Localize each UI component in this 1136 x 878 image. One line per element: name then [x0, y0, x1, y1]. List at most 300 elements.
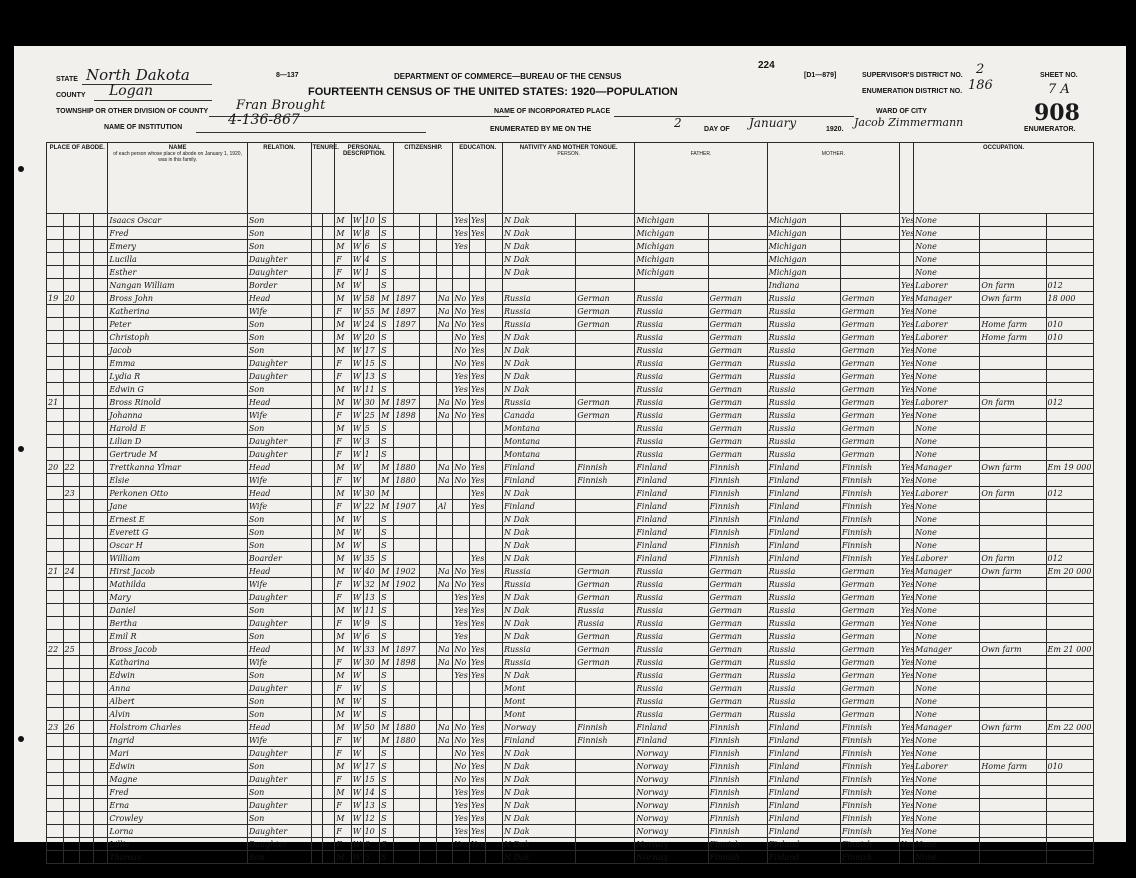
cell-mother-tongue-mother: German [840, 331, 899, 344]
table-row [47, 214, 1094, 227]
cell-industry [980, 539, 1046, 552]
cell-tenure-mortgage [323, 435, 335, 448]
cell-occupation: None [914, 799, 980, 812]
cell-visit-b [94, 331, 108, 344]
cell-naturalization [436, 760, 453, 773]
cell-tenure-mortgage [323, 552, 335, 565]
cell-year-naturalized [420, 487, 437, 500]
cell-naturalization: Na [436, 461, 453, 474]
cell-write [486, 214, 503, 227]
cell-person-name: Emery [108, 240, 247, 253]
cell-father-tongue: German [708, 682, 767, 695]
cell-person-name: Emma [108, 357, 247, 370]
cell-sex: F [335, 747, 352, 760]
cell-age [363, 669, 380, 682]
cell-sex: F [335, 838, 352, 851]
cell-age: 30 [363, 487, 380, 500]
cell-father-tongue [708, 266, 767, 279]
cell-mother-tongue-mother: German [840, 409, 899, 422]
cell-sex: F [335, 617, 352, 630]
cell-visit-a [80, 396, 94, 409]
cell-year-naturalized [420, 565, 437, 578]
cell-mother-birthplace: Finland [767, 526, 840, 539]
cell-mother-tongue [576, 422, 635, 435]
cell-speaks-english: Yes [900, 358, 915, 368]
cell-marital: S [380, 760, 394, 773]
cell-father-birthplace: Russia [635, 656, 708, 669]
cell-relation: Wife [247, 305, 311, 318]
table-row [47, 266, 1094, 279]
cell-birthplace: N Dak [503, 669, 576, 682]
cell-tenure-own [311, 292, 323, 305]
cell-person-name: Isaacs Oscar [108, 214, 247, 227]
cell-mother-tongue-mother: German [840, 656, 899, 669]
cell-age: 12 [363, 812, 380, 825]
cell-year-immigration [394, 227, 420, 240]
cell-father-birthplace: Russia [635, 617, 708, 630]
cell-mother-tongue: German [576, 578, 635, 591]
cell-relation: Daughter [247, 773, 311, 786]
cell-birthplace: N Dak [503, 825, 576, 838]
cell-father-birthplace: Finland [635, 734, 708, 747]
cell-person-name: Emil R [108, 630, 247, 643]
cell-naturalization: Na [436, 656, 453, 669]
cell-person-name: Edwin [108, 760, 247, 773]
cell-relation: Son [247, 539, 311, 552]
cell-birthplace: N Dak [503, 760, 576, 773]
township-value: Fran Brought [236, 98, 326, 113]
cell-year-naturalized [420, 812, 437, 825]
cell-year-naturalized [420, 279, 437, 292]
cell-speaks-english: Yes [900, 306, 915, 316]
cell-read-write: Yes [470, 397, 485, 407]
cell-marital: S [380, 682, 394, 695]
cell-visit-a [80, 721, 94, 734]
cell-father-birthplace: Russia [635, 331, 708, 344]
cell-sex: M [335, 643, 352, 656]
cell-industry [980, 266, 1046, 279]
cell-read-write [469, 708, 486, 721]
table-row [47, 773, 1094, 786]
cell-visit-a [80, 331, 94, 344]
cell-speaks-english [899, 266, 913, 279]
cell-age [363, 682, 380, 695]
cell-mother-tongue-mother: German [840, 396, 899, 409]
cell-year-immigration [394, 266, 420, 279]
cell-birthplace: N Dak [503, 630, 576, 643]
cell-occupation-code [1046, 526, 1094, 539]
cell-father-birthplace: Russia [635, 708, 708, 721]
cell-father-birthplace: Norway [635, 747, 708, 760]
cell-tenure-mortgage [323, 812, 335, 825]
cell-mother-tongue [576, 838, 635, 851]
cell-marital: M [380, 396, 394, 409]
cell-relation: Head [247, 292, 311, 305]
cell-sex: M [335, 240, 352, 253]
cell-family-no [63, 630, 80, 643]
census-title: FOURTEENTH CENSUS OF THE UNITED STATES: 1920—POPULATION [308, 86, 678, 98]
cell-person-name: Lucilla [108, 253, 247, 266]
cell-mother-tongue-mother: German [840, 630, 899, 643]
cell-occupation: Manager [914, 292, 980, 305]
cell-sex: M [335, 396, 352, 409]
cell-mother-tongue: German [576, 409, 635, 422]
cell-occupation: None [914, 539, 980, 552]
cell-father-tongue: Finnish [708, 721, 767, 734]
cell-race: W [351, 214, 363, 227]
cell-year-immigration [394, 851, 420, 864]
cell-tenure-mortgage [323, 487, 335, 500]
cell-visit-a [80, 734, 94, 747]
cell-mother-tongue [576, 448, 635, 461]
cell-father-tongue: German [708, 448, 767, 461]
cell-marital: S [380, 825, 394, 838]
table-row [47, 825, 1094, 838]
cell-visit-b [94, 799, 108, 812]
cell-dwelling-no [47, 435, 64, 448]
cell-year-naturalized [420, 760, 437, 773]
cell-occupation-code [1046, 240, 1094, 253]
cell-birthplace: Montana [503, 435, 576, 448]
sheet-label: SHEET NO. [1040, 72, 1078, 79]
cell-naturalization [436, 253, 453, 266]
cell-race: W [351, 786, 363, 799]
cell-birthplace: Russia [503, 305, 576, 318]
cell-tenure-mortgage [323, 734, 335, 747]
cell-marital: S [380, 786, 394, 799]
cell-naturalization [436, 383, 453, 396]
cell-person-name: Ingrid [108, 734, 247, 747]
cell-visit-b [94, 292, 108, 305]
cell-sex: F [335, 591, 352, 604]
cell-visit-a [80, 383, 94, 396]
cell-year-naturalized [420, 643, 437, 656]
cell-read-write [469, 240, 486, 253]
cell-sex: F [335, 656, 352, 669]
cell-relation: Head [247, 643, 311, 656]
township-label: TOWNSHIP OR OTHER DIVISION OF COUNTY [56, 108, 209, 115]
cell-mother-tongue-mother [840, 279, 899, 292]
cell-family-no [63, 578, 80, 591]
cell-speaks-english: Yes [900, 592, 915, 602]
cell-age: 5 [363, 422, 380, 435]
cell-industry [980, 773, 1046, 786]
cell-father-tongue [708, 279, 767, 292]
cell-occupation: None [914, 435, 980, 448]
cell-dwelling-no [47, 786, 64, 799]
cell-visit-b [94, 760, 108, 773]
cell-birthplace: Russia [503, 396, 576, 409]
cell-naturalization: Na [436, 721, 453, 734]
cell-father-birthplace: Russia [635, 682, 708, 695]
cell-occupation-code: 012 [1046, 279, 1094, 292]
cell-relation: Daughter [247, 266, 311, 279]
cell-naturalization [436, 240, 453, 253]
cell-family-no [63, 422, 80, 435]
cell-birthplace: N Dak [503, 331, 576, 344]
cell-occupation: Laborer [914, 279, 980, 292]
cell-age: 11 [363, 383, 380, 396]
cell-mother-birthplace: Finland [767, 500, 840, 513]
cell-occupation-code [1046, 669, 1094, 682]
cell-father-birthplace: Russia [635, 604, 708, 617]
cell-mother-birthplace: Russia [767, 643, 840, 656]
table-row [47, 292, 1094, 305]
cell-visit-a [80, 409, 94, 422]
cell-industry [980, 370, 1046, 383]
cell-occupation-code [1046, 656, 1094, 669]
cell-occupation: None [914, 851, 980, 864]
census-year: 1920. [826, 126, 844, 133]
cell-mother-tongue: German [576, 565, 635, 578]
cell-relation: Daughter [247, 682, 311, 695]
cell-industry: Own farm [980, 292, 1046, 305]
cell-visit-b [94, 227, 108, 240]
cell-occupation: None [914, 370, 980, 383]
cell-occupation-code [1046, 539, 1094, 552]
cell-father-tongue: German [708, 656, 767, 669]
ward-label: WARD OF CITY [876, 108, 927, 115]
cell-mother-birthplace: Finland [767, 461, 840, 474]
cell-race: W [351, 825, 363, 838]
col-name: NAME of each person whose place of abode on January 1, 1920, was in this family. [108, 143, 247, 214]
cell-person-name: Bertha [108, 617, 247, 630]
cell-person-name: Daniel [108, 604, 247, 617]
cell-tenure-mortgage [323, 721, 335, 734]
cell-birthplace: Montana [503, 422, 576, 435]
cell-visit-b [94, 461, 108, 474]
cell-speaks-english: Yes [900, 566, 915, 576]
table-row [47, 786, 1094, 799]
cell-speaks-english: Yes [900, 826, 915, 836]
cell-mother-tongue: German [576, 656, 635, 669]
cell-tenure-own [311, 799, 323, 812]
cell-write [486, 630, 503, 643]
cell-visit-b [94, 500, 108, 513]
cell-visit-a [80, 292, 94, 305]
cell-father-birthplace: Norway [635, 786, 708, 799]
cell-relation: Head [247, 721, 311, 734]
cell-year-naturalized [420, 292, 437, 305]
cell-relation: Daughter [247, 838, 311, 851]
table-row [47, 760, 1094, 773]
cell-visit-b [94, 383, 108, 396]
cell-marital: S [380, 279, 394, 292]
cell-tenure-own [311, 279, 323, 292]
cell-occupation: None [914, 227, 980, 240]
cell-tenure-mortgage [323, 318, 335, 331]
cell-write [486, 578, 503, 591]
cell-age: 8 [363, 227, 380, 240]
cell-mother-birthplace: Russia [767, 396, 840, 409]
cell-year-immigration [394, 630, 420, 643]
cell-person-name: Jacob [108, 344, 247, 357]
cell-dwelling-no [47, 656, 64, 669]
cell-speaks-english: Yes [900, 748, 915, 758]
cell-sex: F [335, 799, 352, 812]
cell-year-immigration [394, 383, 420, 396]
cell-relation: Son [247, 604, 311, 617]
enum-district-label: ENUMERATION DISTRICT NO. [862, 88, 963, 95]
cell-relation: Daughter [247, 747, 311, 760]
cell-family-no [63, 318, 80, 331]
cell-sex: F [335, 825, 352, 838]
cell-person-name: Harold E [108, 422, 247, 435]
cell-race: W [351, 513, 363, 526]
cell-dwelling-no [47, 799, 64, 812]
cell-year-naturalized [420, 266, 437, 279]
cell-relation: Son [247, 513, 311, 526]
cell-school: Yes [454, 215, 468, 225]
cell-family-no [63, 747, 80, 760]
cell-speaks-english: Yes [900, 488, 915, 498]
cell-father-birthplace: Michigan [635, 227, 708, 240]
cell-year-immigration [394, 591, 420, 604]
cell-visit-b [94, 396, 108, 409]
cell-occupation-code [1046, 448, 1094, 461]
cell-visit-b [94, 422, 108, 435]
cell-write [486, 825, 503, 838]
cell-mother-tongue-mother: Finnish [840, 500, 899, 513]
census-sheet [14, 46, 1126, 862]
cell-occupation: Laborer [914, 331, 980, 344]
cell-tenure-own [311, 383, 323, 396]
cell-industry [980, 838, 1046, 851]
cell-read-write: Yes [470, 384, 485, 394]
cell-mother-tongue [576, 253, 635, 266]
table-row [47, 422, 1094, 435]
stamp-code: 4-136-867 [228, 112, 300, 128]
cell-age [363, 461, 380, 474]
cell-visit-b [94, 513, 108, 526]
cell-visit-b [94, 565, 108, 578]
cell-school: No [453, 760, 470, 773]
cell-father-tongue: Finnish [708, 851, 767, 864]
cell-year-immigration: 1902 [394, 565, 420, 578]
col-citizenship: CITIZENSHIP. [394, 143, 453, 214]
cell-mother-tongue-mother: German [840, 708, 899, 721]
cell-mother-tongue [576, 760, 635, 773]
cell-relation: Daughter [247, 370, 311, 383]
cell-tenure-mortgage [323, 279, 335, 292]
cell-speaks-english [899, 539, 913, 552]
cell-write [486, 253, 503, 266]
cell-industry [980, 474, 1046, 487]
cell-dwelling-no [47, 734, 64, 747]
cell-person-name: Esther [108, 266, 247, 279]
cell-tenure-own [311, 227, 323, 240]
cell-industry: On farm [980, 279, 1046, 292]
cell-year-naturalized [420, 240, 437, 253]
cell-birthplace: N Dak [503, 591, 576, 604]
cell-mother-tongue [576, 812, 635, 825]
cell-occupation: Laborer [914, 318, 980, 331]
cell-age [363, 526, 380, 539]
cell-year-immigration [394, 825, 420, 838]
cell-industry [980, 435, 1046, 448]
cell-year-immigration [394, 435, 420, 448]
cell-read-write: Yes [470, 670, 485, 680]
cell-visit-b [94, 552, 108, 565]
cell-person-name: Elsie [108, 474, 247, 487]
cell-dwelling-no [47, 851, 64, 864]
cell-school [453, 682, 470, 695]
cell-mother-birthplace: Russia [767, 344, 840, 357]
cell-read-write: Yes [470, 592, 485, 602]
cell-naturalization [436, 435, 453, 448]
cell-visit-a [80, 344, 94, 357]
cell-speaks-english: Yes [900, 371, 915, 381]
cell-dwelling-no [47, 305, 64, 318]
cell-birthplace: Canada [503, 409, 576, 422]
cell-year-naturalized [420, 435, 437, 448]
cell-industry: On farm [980, 552, 1046, 565]
cell-industry [980, 617, 1046, 630]
cell-visit-a [80, 539, 94, 552]
cell-visit-a [80, 357, 94, 370]
cell-visit-a [80, 656, 94, 669]
cell-person-name: Jane [108, 500, 247, 513]
cell-mother-tongue-mother [840, 266, 899, 279]
cell-birthplace: Finland [503, 734, 576, 747]
cell-speaks-english [899, 526, 913, 539]
cell-year-immigration [394, 604, 420, 617]
cell-family-no [63, 526, 80, 539]
cell-speaks-english [899, 240, 913, 253]
cell-tenure-own [311, 721, 323, 734]
cell-read-write [469, 851, 486, 864]
cell-birthplace: N Dak [503, 266, 576, 279]
cell-write [486, 773, 503, 786]
cell-age [363, 708, 380, 721]
cell-age: 15 [363, 773, 380, 786]
cell-year-immigration [394, 370, 420, 383]
cell-mother-tongue-mother: Finnish [840, 773, 899, 786]
cell-race: W [351, 747, 363, 760]
cell-year-immigration: 1897 [394, 643, 420, 656]
cell-dwelling-no [47, 344, 64, 357]
cell-relation: Son [247, 812, 311, 825]
cell-speaks-english [899, 630, 913, 643]
cell-visit-a [80, 526, 94, 539]
incorporated-place-label: NAME OF INCORPORATED PLACE [494, 108, 611, 115]
cell-person-name: Katherina [108, 305, 247, 318]
cell-read-write: Yes [470, 735, 485, 745]
cell-occupation-code: 012 [1046, 396, 1094, 409]
cell-family-no [63, 500, 80, 513]
cell-occupation-code [1046, 383, 1094, 396]
cell-relation: Head [247, 396, 311, 409]
cell-family-no [63, 513, 80, 526]
cell-birthplace: N Dak [503, 539, 576, 552]
cell-occupation: None [914, 591, 980, 604]
cell-mother-tongue: Russia [576, 604, 635, 617]
cell-year-immigration [394, 487, 420, 500]
cell-father-birthplace: Finland [635, 487, 708, 500]
cell-birthplace: Mont [503, 708, 576, 721]
cell-read-write: Yes [470, 371, 485, 381]
cell-occupation: Laborer [914, 760, 980, 773]
cell-tenure-mortgage [323, 825, 335, 838]
cell-race: W [351, 487, 363, 500]
cell-person-name: Lorna [108, 825, 247, 838]
cell-person-name: Nangan William [108, 279, 247, 292]
cell-father-birthplace: Russia [635, 630, 708, 643]
cell-tenure-mortgage [323, 461, 335, 474]
cell-mother-tongue-mother: German [840, 682, 899, 695]
cell-visit-a [80, 630, 94, 643]
cell-mother-tongue-mother: German [840, 695, 899, 708]
